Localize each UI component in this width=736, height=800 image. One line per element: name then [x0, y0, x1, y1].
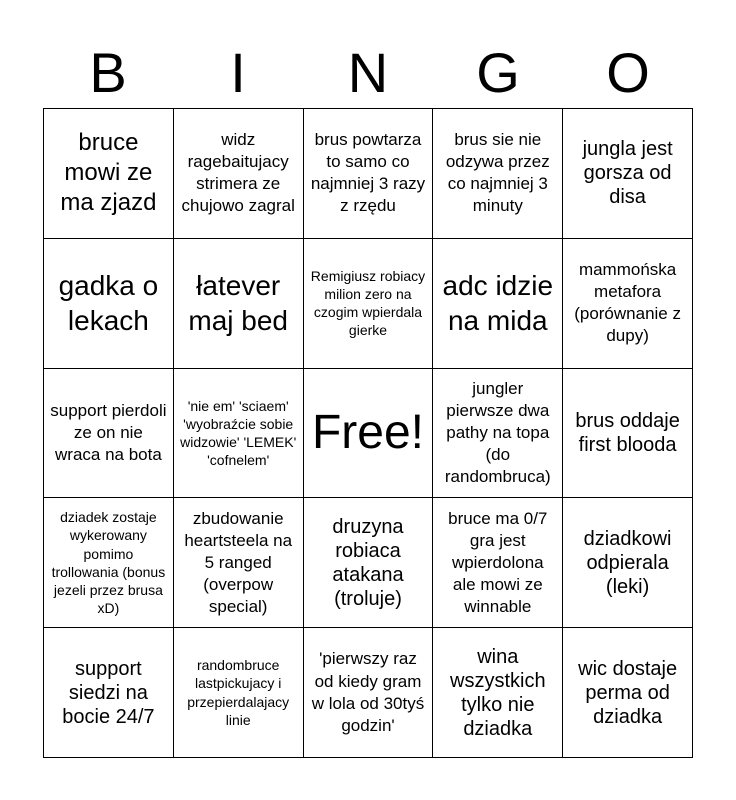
bingo-cell-r1-c2[interactable]: widz ragebaitujacy strimera ze chujowo zagral [174, 109, 304, 239]
bingo-cell-r1-c1[interactable]: bruce mowi ze ma zjazd [44, 109, 174, 239]
bingo-cell-r2-c2[interactable]: łatever maj bed [174, 239, 304, 369]
bingo-cell-r4-c5[interactable]: dziadkowi odpierala (leki) [563, 498, 693, 628]
bingo-cell-r2-c4[interactable]: adc idzie na mida [433, 239, 563, 369]
bingo-cell-r1-c5[interactable]: jungla jest gorsza od disa [563, 109, 693, 239]
bingo-cell-r1-c3[interactable]: brus powtarza to samo co najmniej 3 razy z rzędu [304, 109, 434, 239]
bingo-cell-r3-c5[interactable]: brus oddaje first blooda [563, 369, 693, 499]
bingo-cell-r1-c4[interactable]: brus sie nie odzywa przez co najmniej 3 minuty [433, 109, 563, 239]
header-letter-n: N [347, 41, 389, 104]
bingo-cell-r4-c2[interactable]: zbudowanie heartsteela na 5 ranged (overpow special) [174, 498, 304, 628]
bingo-cell-r2-c1[interactable]: gadka o lekach [44, 239, 174, 369]
header-letter-g: G [476, 41, 520, 104]
bingo-cell-r3-c2[interactable]: 'nie em' 'sciaem' 'wyobraźcie sobie widzowie' 'LEMEK' 'cofnelem' [174, 369, 304, 499]
header-letter-i: I [230, 41, 246, 104]
bingo-cell-r4-c3[interactable]: druzyna robiaca atakana (troluje) [304, 498, 434, 628]
bingo-cell-r5-c2[interactable]: randombruce lastpickujacy i przepierdalajacy linie [174, 628, 304, 758]
bingo-cell-r3-c4[interactable]: jungler pierwsze dwa pathy na topa (do randombruca) [433, 369, 563, 499]
bingo-cell-r5-c3[interactable]: 'pierwszy raz od kiedy gram w lola od 30tyś godzin' [304, 628, 434, 758]
header-letter-b: B [89, 41, 127, 104]
bingo-grid [43, 108, 693, 758]
bingo-cell-r2-c5[interactable]: mammońska metafora (porównanie z dupy) [563, 239, 693, 369]
free-space-cell[interactable]: Free! [304, 369, 434, 499]
bingo-cell-r4-c4[interactable]: bruce ma 0/7 gra jest wpierdolona ale mowi ze winnable [433, 498, 563, 628]
bingo-cell-r3-c1[interactable]: support pierdoli ze on nie wraca na bota [44, 369, 174, 499]
bingo-cell-r2-c3[interactable]: Remigiusz robiacy milion zero na czogim wpierdala gierke [304, 239, 434, 369]
bingo-cell-r5-c4[interactable]: wina wszystkich tylko nie dziadka [433, 628, 563, 758]
bingo-cell-r5-c5[interactable]: wic dostaje perma od dziadka [563, 628, 693, 758]
bingo-cell-r4-c1[interactable]: dziadek zostaje wykerowany pomimo trollowania (bonus jezeli przez brusa xD) [44, 498, 174, 628]
bingo-header [43, 38, 693, 108]
bingo-cell-r5-c1[interactable]: support siedzi na bocie 24/7 [44, 628, 174, 758]
header-letter-o: O [606, 41, 650, 104]
